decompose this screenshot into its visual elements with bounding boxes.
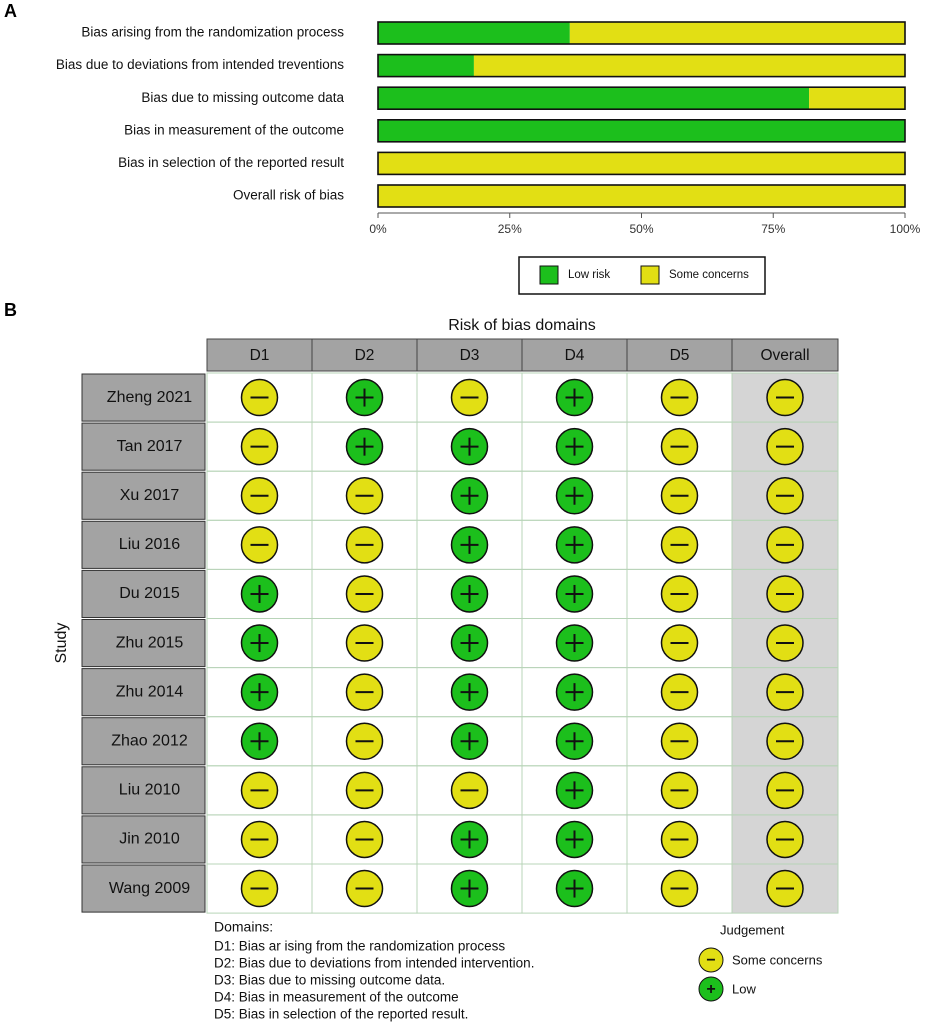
legend-judgement-label: Some concerns [732, 952, 823, 968]
study-label: Liu 2016 [118, 536, 181, 554]
some-concerns-bar-segment [378, 152, 905, 174]
domain-description: D5: Bias in selection of the reported result. [214, 1006, 469, 1022]
study-label: Zheng 2021 [106, 388, 193, 406]
legend-marker-symbol: + [706, 981, 716, 999]
bar-category-label: Overall risk of bias [232, 187, 344, 203]
domain-description: D2: Bias due to deviations from intended intervention. [214, 955, 535, 971]
domain-description: D1: Bias ar ising from the randomization process [214, 938, 506, 954]
judgement-legend-title: Judgement [720, 922, 785, 938]
low-risk-bar-segment [378, 55, 474, 77]
bar-category-label: Bias in selection of the reported result [118, 154, 344, 170]
study-label: Zhu 2014 [115, 683, 184, 701]
legend-marker-symbol: − [706, 952, 716, 970]
some-concerns-bar-segment [474, 55, 905, 77]
study-label: Zhu 2015 [115, 634, 184, 652]
study-label: Zhao 2012 [111, 732, 188, 750]
bar-category-label: Bias arising from the randomization process [81, 24, 344, 40]
some-concerns-bar-segment [570, 22, 905, 44]
study-label: Xu 2017 [119, 486, 180, 504]
x-tick-label: 0% [369, 222, 387, 237]
study-label: Wang 2009 [108, 879, 191, 897]
domains-title: Risk of bias domains [448, 317, 596, 335]
low-risk-bar-segment [378, 120, 905, 142]
bar-category-label: Bias in measurement of the outcome [124, 122, 344, 138]
some-concerns-bar-segment [809, 87, 905, 109]
column-header-label: D4 [564, 347, 585, 365]
x-tick-label: 100% [889, 222, 921, 237]
panel-a-label: A [4, 1, 17, 21]
legend-swatch-low-risk [540, 266, 558, 284]
bar-category-label: Bias due to deviations from intended treventions [55, 57, 344, 73]
x-tick-label: 50% [629, 222, 654, 237]
column-header-label: D2 [354, 347, 375, 365]
legend-judgement-label: Low [732, 981, 756, 997]
domain-description: D4: Bias in measurement of the outcome [214, 989, 459, 1005]
column-header-label: D3 [459, 347, 480, 365]
study-label: Liu 2010 [118, 781, 181, 799]
study-label: Jin 2010 [119, 830, 180, 848]
column-header-label: Overall [760, 347, 810, 365]
x-tick-label: 75% [761, 222, 786, 237]
summary-bar-chart [56, 22, 921, 294]
legend-label-some-concerns: Some concerns [669, 269, 749, 282]
low-risk-bar-segment [378, 87, 809, 109]
study-label: Du 2015 [119, 585, 180, 603]
some-concerns-bar-segment [378, 185, 905, 207]
bar-category-label: Bias due to missing outcome data [141, 89, 344, 105]
legend-swatch-some-concerns [641, 266, 659, 284]
study-label: Tan 2017 [116, 437, 183, 455]
panel-b-label: B [4, 300, 17, 320]
column-header-label: D1 [249, 347, 270, 365]
domain-description: D3: Bias due to missing outcome data. [214, 972, 446, 988]
traffic-light-plot [53, 317, 838, 1021]
domains-legend-title: Domains: [214, 918, 274, 935]
low-risk-bar-segment [378, 22, 570, 44]
legend-label-low-risk: Low risk [568, 269, 611, 282]
y-axis-title: Study [53, 622, 71, 664]
column-header-label: D5 [669, 347, 690, 365]
x-tick-label: 25% [497, 222, 522, 237]
